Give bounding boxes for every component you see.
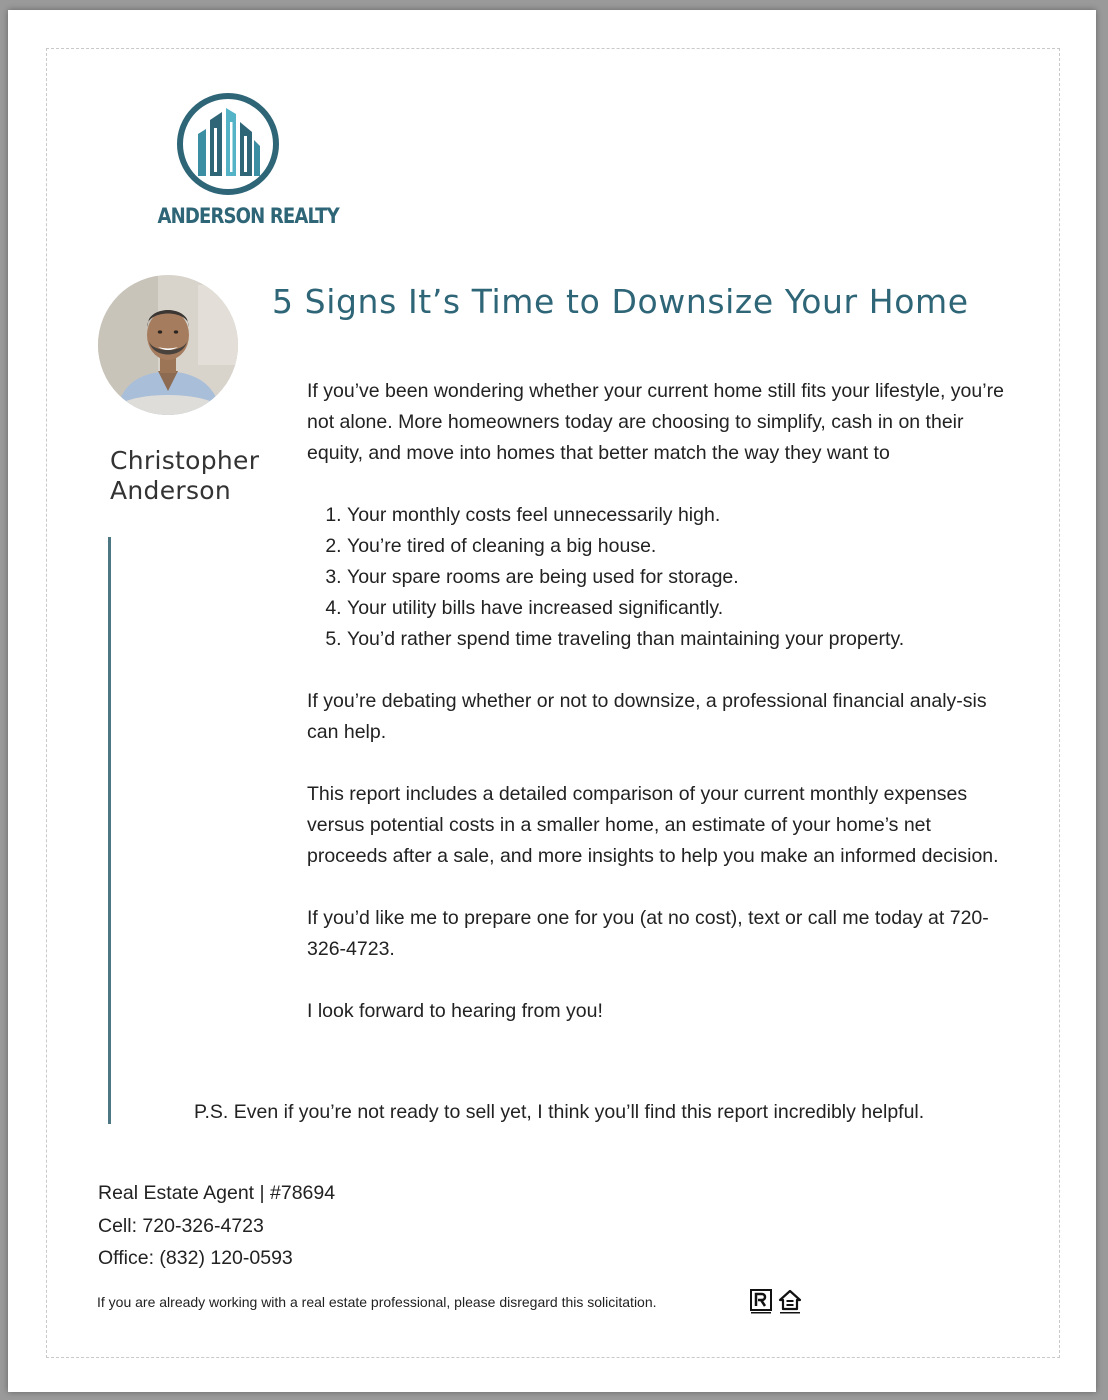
list-item: 3. Your spare rooms are being used for storage. [347,562,1007,593]
intro-paragraph: If you’ve been wondering whether your current home still fits your lifestyle, you’re not alone. More homeowners today are choosing to simplify, cash in on their equity, and move into homes that better match the way they want to [307,380,1004,464]
agent-role: Real Estate Agent | #78694 [98,1182,336,1204]
contact-block [98,1177,335,1275]
disclaimer: If you are already working with a real estate professional, please disregard this solicitation. [97,1294,657,1310]
cell-phone: Cell: 720-326-4723 [98,1214,264,1237]
signs-list [307,500,1007,655]
report-paragraph: This report includes a detailed comparison of your current monthly expenses versus potential costs in a smaller home, an estimate of your home’s net proceeds after a sale, and more insights to help you make an informed decision. [307,783,999,867]
office-phone: Office: (832) 120-0593 [98,1247,293,1269]
brand-logo [146,92,339,228]
list-item: 5. You’d rather spend time traveling than maintaining your property. [347,624,1007,655]
agent-name [110,446,259,506]
agent-first-name: Christopher [110,446,260,475]
accent-divider [108,537,111,1124]
closing-paragraph: I look forward to hearing from you! [307,1000,603,1022]
letter-title: 5 Signs It’s Time to Downsize Your Home [272,282,969,321]
list-item: 1. Your monthly costs feel unnecessarily high. [347,500,1007,531]
letter-page [8,10,1096,1392]
realtor-icon [750,1289,772,1315]
list-item: 4. Your utility bills have increased significantly. [347,593,1007,624]
buildings-in-circle-icon [176,92,280,196]
list-item: 2. You’re tired of cleaning a big house. [347,531,1007,562]
postscript: P.S. Even if you’re not ready to sell yet, I think you’ll find this report incredibly helpful. [194,1101,925,1123]
analysis-paragraph: If you’re debating whether or not to downsize, a professional financial analy-sis can help. [307,690,987,743]
letter-body [307,376,1007,1058]
agent-photo [98,275,238,415]
brand-name: ANDERSON REALTY [157,204,339,228]
agent-portrait [98,275,238,415]
compliance-badges [750,1289,802,1315]
agent-last-name: Anderson [110,476,232,505]
call-to-action-paragraph: If you’d like me to prepare one for you (at no cost), text or call me today at 720-326-4723. [307,907,989,960]
equal-housing-icon [778,1289,802,1315]
